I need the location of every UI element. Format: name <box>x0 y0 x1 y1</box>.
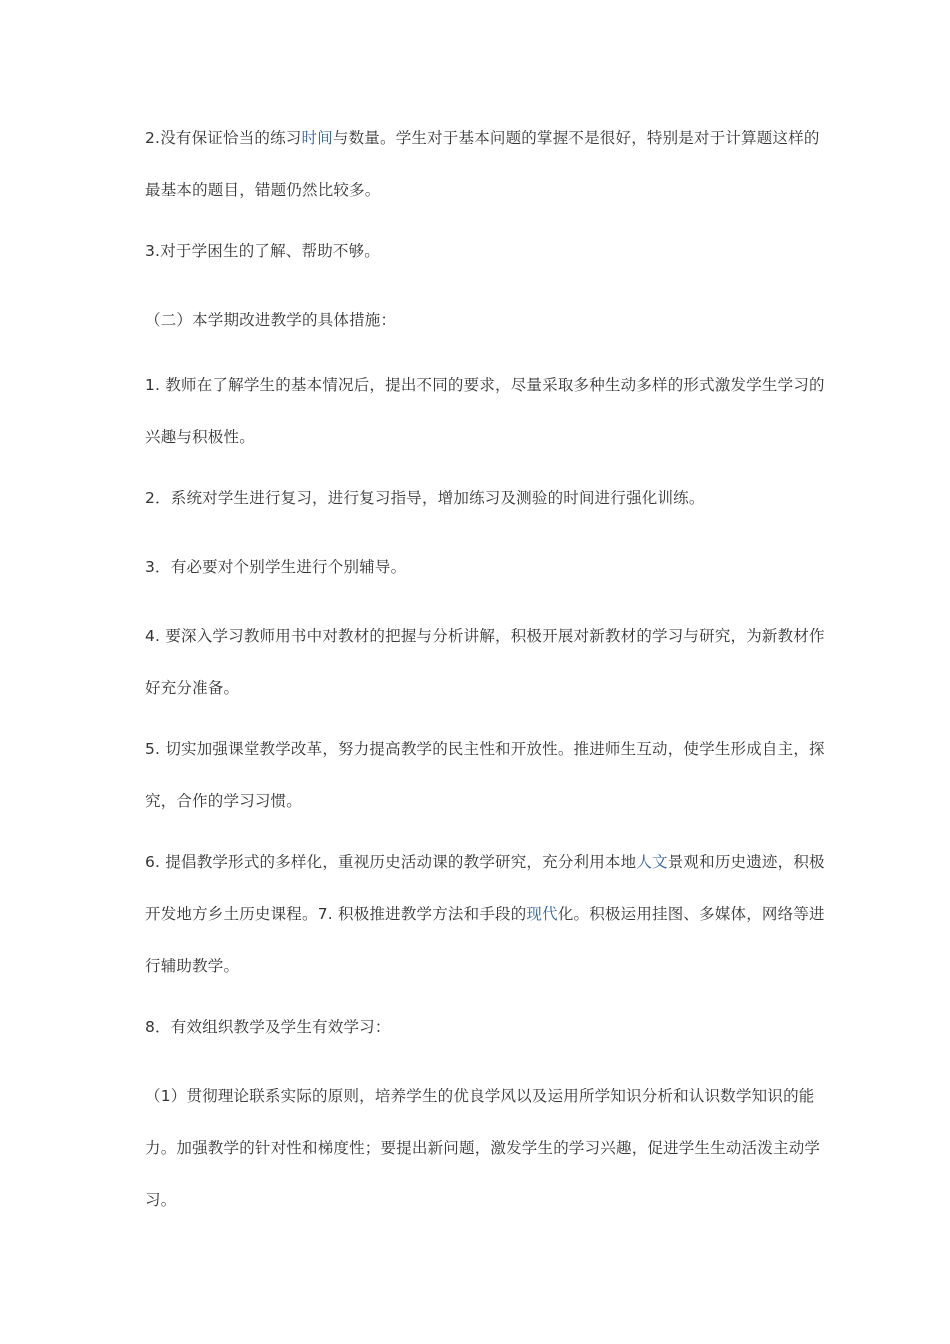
paragraph-text: 1. 教师在了解学生的基本情况后，提出不同的要求，尽量采取多种生动多样的形式激发学生学习的兴趣与积极性。 <box>145 376 825 446</box>
paragraph-text: 与数量。学生对于基本问题的掌握不是很好，特别是对于计算题这样的最基本的题目，错题仍然比较多。 <box>145 129 820 199</box>
paragraph-text: 2.没有保证恰当的练习 <box>145 129 302 147</box>
section-heading-text: （二）本学期改进教学的具体措施： <box>145 311 397 329</box>
paragraph-text: 3.对于学困生的了解、帮助不够。 <box>145 242 380 260</box>
paragraph-sub-measure-1 <box>145 1070 825 1226</box>
paragraph-measure-1 <box>145 359 825 463</box>
paragraph-practice-time <box>145 112 825 216</box>
paragraph-text: 8．有效组织教学及学生有效学习： <box>145 1018 391 1036</box>
paragraph-text: （1）贯彻理论联系实际的原则，培养学生的优良学风以及运用所学知识分析和认识数学知识的能力。加强教学的针对性和梯度性；要提出新问题，激发学生的学习兴趣，促进学生生动活泼主动学习。 <box>145 1087 821 1209</box>
section-heading-measures <box>145 294 825 346</box>
paragraph-text: 景观和历史遗迹，积极开发地方乡土历史课程。7. 积极推进教学方法和手段的 <box>145 853 825 923</box>
paragraph-measure-3 <box>145 541 825 593</box>
paragraph-measure-2 <box>145 472 825 524</box>
paragraph-measure-5 <box>145 723 825 827</box>
link-time[interactable]: 时间 <box>301 129 333 147</box>
paragraph-struggling-students <box>145 225 825 277</box>
paragraph-measure-8 <box>145 1001 825 1053</box>
link-modern[interactable]: 现代 <box>526 905 558 923</box>
paragraph-measure-4 <box>145 610 825 714</box>
paragraph-text: 6. 提倡教学形式的多样化，重视历史活动课的教学研究，充分利用本地 <box>145 853 637 871</box>
link-humanities[interactable]: 人文 <box>636 853 668 871</box>
paragraph-text: 4. 要深入学习教师用书中对教材的把握与分析讲解，积极开展对新教材的学习与研究，为新教材作好充分准备。 <box>145 627 825 697</box>
paragraph-text: 5. 切实加强课堂教学改革，努力提高教学的民主性和开放性。推进师生互动，使学生形成自主，探究，合作的学习习惯。 <box>145 740 825 810</box>
paragraph-text: 2．系统对学生进行复习，进行复习指导，增加练习及测验的时间进行强化训练。 <box>145 489 705 507</box>
paragraph-text: 化。积极运用挂图、多媒体，网络等进行辅助教学。 <box>145 905 825 975</box>
paragraph-text: 3．有必要对个别学生进行个别辅导。 <box>145 558 407 576</box>
paragraph-measure-6-7 <box>145 836 825 992</box>
